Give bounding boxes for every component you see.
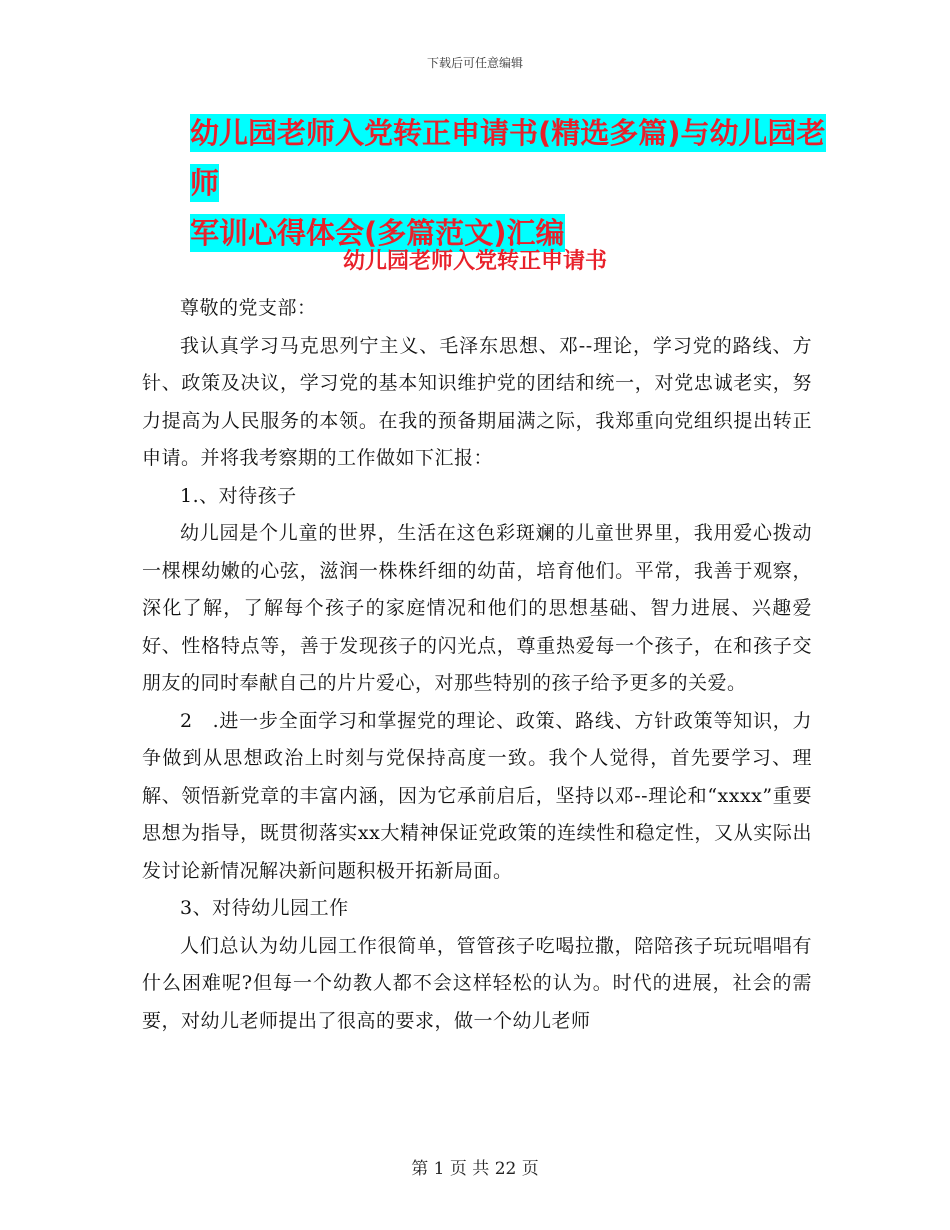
paragraph: 我认真学习马克思列宁主义、毛泽东思想、邓--理论，学习党的路线、方针、政策及决议，学习党的基本知识维护党的团结和统一，对党忠诚老实，努力提高为人民服务的本领。在我的预备期届满之际，我郑重向党组织提出转正申请。并将我考察期的工作做如下汇报：	[142, 334, 812, 469]
document-title-line-1	[190, 108, 830, 208]
subheading: 3、对待幼儿园工作	[180, 897, 349, 919]
paragraph: 人们总认为幼儿园工作很简单，管管孩子吃喝拉撒，陪陪孩子玩玩唱唱有什么困难呢?但每一个幼教人都不会这样轻松的认为。时代的进展，社会的需要，对幼儿老师提出了很高的要求，做一个幼儿老师	[142, 934, 812, 1032]
paragraph: 幼儿园是个儿童的世界，生活在这色彩斑斓的儿童世界里，我用爱心拨动一棵棵幼嫩的心弦，滋润一株株纤细的幼苗，培育他们。平常，我善于观察，深化了解，了解每个孩子的家庭情况和他们的思想基础、智力进展、兴趣爱好、性格特点等，善于发现孩子的闪光点，尊重热爱每一个孩子，在和孩子交朋友的同时奉献自己的片片爱心，对那些特别的孩子给予更多的关爱。	[142, 522, 812, 694]
title-highlight: 军训心得体会(多篇范文)汇编	[190, 216, 565, 250]
subheading: 1.、对待孩子	[180, 484, 297, 507]
title-highlight: 幼儿园老师入党转正申请书(精选多篇)与幼儿园老师	[190, 116, 826, 200]
document-title	[190, 108, 830, 258]
paragraph: 2 .进一步全面学习和掌握党的理论、政策、路线、方针政策等知识，力争做到从思想政治上时刻与党保持高度一致。我个人觉得，首先要学习、理解、领悟新党章的丰富内涵，因为它承前启后，坚持以邓--理论和“xxxx”重要思想为指导，既贯彻落实xx大精神保证党政策的连续性和稳定性，又从实际出发讨论新情况解决新问题积极开拓新局面。	[142, 709, 812, 882]
header-note: 下载后可任意编辑	[426, 56, 523, 70]
section-title: 幼儿园老师入党转正申请书	[342, 249, 607, 274]
page-footer: 第 1 页 共 22 页	[411, 1159, 539, 1179]
salutation: 尊敬的党支部：	[180, 297, 317, 319]
body-text	[142, 290, 812, 1040]
